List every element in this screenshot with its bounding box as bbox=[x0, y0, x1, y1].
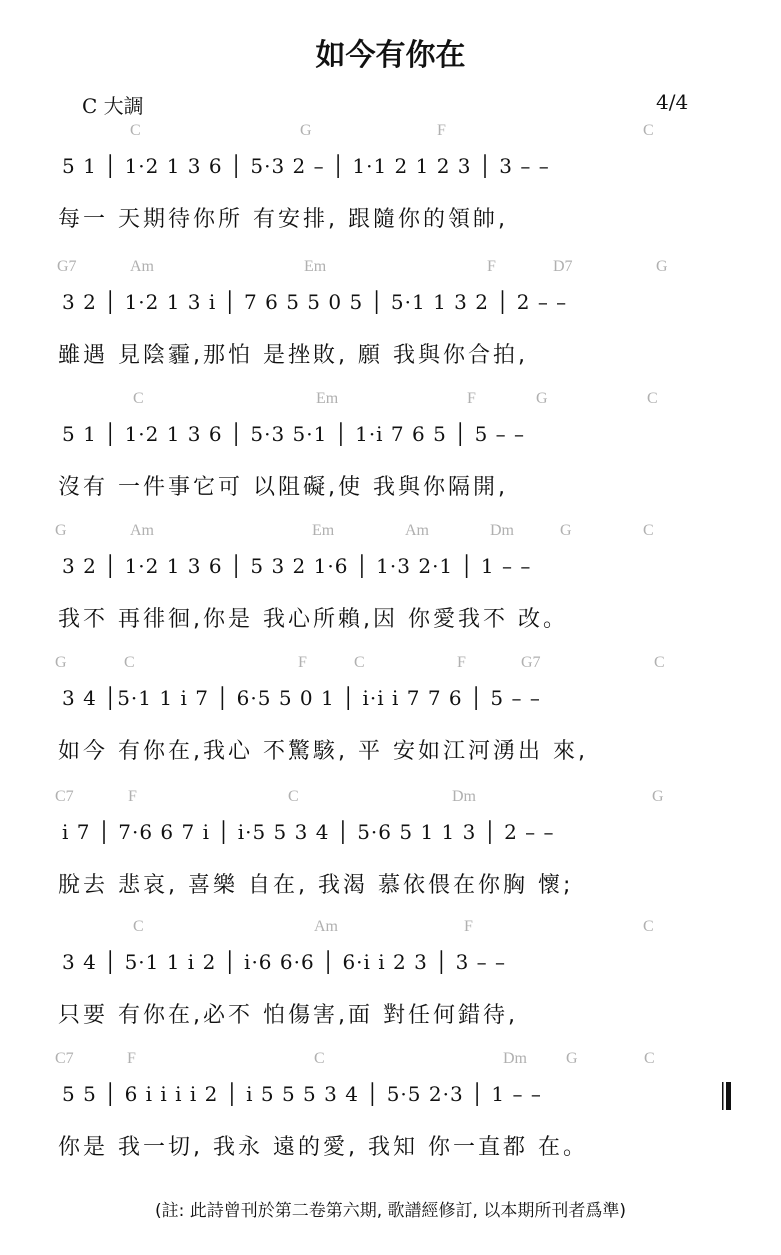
music-system bbox=[0, 1050, 781, 1185]
music-system bbox=[0, 258, 781, 393]
chord-symbol: D7 bbox=[553, 258, 573, 275]
chord-symbol: G bbox=[536, 390, 548, 407]
chord-symbol: C bbox=[643, 122, 654, 139]
music-system bbox=[0, 918, 781, 1053]
notation-line bbox=[62, 546, 762, 590]
chord-symbol: C bbox=[644, 1050, 655, 1067]
chord-symbol: C bbox=[133, 390, 144, 407]
notes-text: 5 1 │ 1·2 1 3 6 │ 5·3 5·1 │ 1·i 7 6 5 │ 5 – – bbox=[62, 422, 526, 446]
notes-text: 3 4 │ 5·1 1 i 2 │ i·6 6·6 │ 6·i i 2 3 │ 3 – – bbox=[62, 950, 507, 974]
chord-symbol: G bbox=[55, 654, 67, 671]
footnote: (註: 此詩曾刊於第二卷第六期, 歌譜經修訂, 以本期所刊者爲準) bbox=[154, 1201, 626, 1221]
chord-symbol: Am bbox=[130, 258, 154, 275]
song-title: 如今有你在 bbox=[315, 38, 466, 73]
chord-symbol: G bbox=[652, 788, 664, 805]
music-system bbox=[0, 122, 781, 257]
music-system bbox=[0, 788, 781, 923]
lyrics-line: 我不 再徘徊,你是 我心所賴,因 你愛我不 改。 bbox=[58, 607, 568, 632]
chord-symbol: Em bbox=[316, 390, 339, 407]
chord-symbol: C bbox=[643, 918, 654, 935]
chord-symbol: Dm bbox=[503, 1050, 527, 1067]
music-system bbox=[0, 390, 781, 525]
chord-symbol: G bbox=[656, 258, 668, 275]
chord-symbol: F bbox=[487, 258, 496, 275]
chord-symbol: C bbox=[354, 654, 365, 671]
notation-line bbox=[62, 414, 762, 458]
chord-symbol: G bbox=[560, 522, 572, 539]
chord-symbol: C bbox=[288, 788, 299, 805]
chord-symbol: C bbox=[654, 654, 665, 671]
chord-symbol: F bbox=[298, 654, 307, 671]
notes-text: 5 1 │ 1·2 1 3 6 │ 5·3 2 – │ 1·1 2 1 2 3 │ 3 – – bbox=[62, 154, 550, 178]
chord-symbol: F bbox=[457, 654, 466, 671]
chord-symbol: C bbox=[643, 522, 654, 539]
chord-symbol: C7 bbox=[55, 1050, 74, 1067]
notation-line bbox=[62, 1074, 762, 1118]
chord-symbol: Em bbox=[304, 258, 327, 275]
chord-symbol: Am bbox=[130, 522, 154, 539]
lyrics-line: 脫去 悲哀, 喜樂 自在, 我渴 慕依偎在你胸 懷; bbox=[58, 873, 574, 898]
notation-line bbox=[62, 146, 762, 190]
chord-symbol: C7 bbox=[55, 788, 74, 805]
chord-symbol: Dm bbox=[452, 788, 476, 805]
chord-symbol: G7 bbox=[57, 258, 77, 275]
notation-line bbox=[62, 678, 762, 722]
chord-symbol: Am bbox=[314, 918, 338, 935]
final-barline bbox=[722, 1082, 732, 1110]
notes-text: i 7 │ 7·6 6 7 i │ i·5 5 3 4 │ 5·6 5 1 1 3 │ 2 – – bbox=[62, 820, 555, 844]
chord-symbol: G bbox=[55, 522, 67, 539]
chord-symbol: G bbox=[566, 1050, 578, 1067]
notation-line bbox=[62, 942, 762, 986]
chord-symbol: C bbox=[647, 390, 658, 407]
music-system bbox=[0, 654, 781, 789]
chord-symbol: C bbox=[130, 122, 141, 139]
lyrics-line: 沒有 一件事它可 以阻礙,使 我與你隔開, bbox=[58, 475, 508, 500]
chord-symbol: F bbox=[128, 788, 137, 805]
lyrics-line: 你是 我一切, 我永 遠的愛, 我知 你一直都 在。 bbox=[58, 1135, 588, 1160]
notation-line bbox=[62, 282, 762, 326]
chord-symbol: G7 bbox=[521, 654, 541, 671]
chord-symbol: C bbox=[314, 1050, 325, 1067]
music-system bbox=[0, 522, 781, 657]
chord-symbol: F bbox=[464, 918, 473, 935]
chord-symbol: Em bbox=[312, 522, 335, 539]
chord-symbol: Dm bbox=[490, 522, 514, 539]
notation-line bbox=[62, 812, 762, 856]
chord-symbol: C bbox=[124, 654, 135, 671]
chord-symbol: F bbox=[127, 1050, 136, 1067]
chord-symbol: F bbox=[467, 390, 476, 407]
notes-text: 3 4 │5·1 1 i 7 │ 6·5 5 0 1 │ i·i i 7 7 6 │ 5 – – bbox=[62, 686, 541, 710]
lyrics-line: 只要 有你在,必不 怕傷害,面 對任何錯待, bbox=[58, 1003, 518, 1028]
chord-symbol: F bbox=[437, 122, 446, 139]
lyrics-line: 每一 天期待你所 有安排, 跟隨你的領帥, bbox=[58, 207, 508, 232]
time-signature: 4/4 bbox=[656, 90, 689, 114]
key-signature: C 大調 bbox=[82, 94, 144, 118]
chord-symbol: Am bbox=[405, 522, 429, 539]
chord-symbol: C bbox=[133, 918, 144, 935]
notes-text: 3 2 │ 1·2 1 3 i │ 7 6 5 5 0 5 │ 5·1 1 3 2 │ 2 – – bbox=[62, 290, 568, 314]
lyrics-line: 如今 有你在,我心 不驚駭, 平 安如江河湧出 來, bbox=[58, 739, 588, 764]
lyrics-line: 雖遇 見陰霾,那怕 是挫敗, 願 我與你合拍, bbox=[58, 343, 528, 368]
chord-symbol: G bbox=[300, 122, 312, 139]
notes-text: 5 5 │ 6 i i i i 2 │ i 5 5 5 3 4 │ 5·5 2·3 │ 1 – – bbox=[62, 1082, 542, 1106]
notes-text: 3 2 │ 1·2 1 3 6 │ 5 3 2 1·6 │ 1·3 2·1 │ 1 – – bbox=[62, 554, 532, 578]
